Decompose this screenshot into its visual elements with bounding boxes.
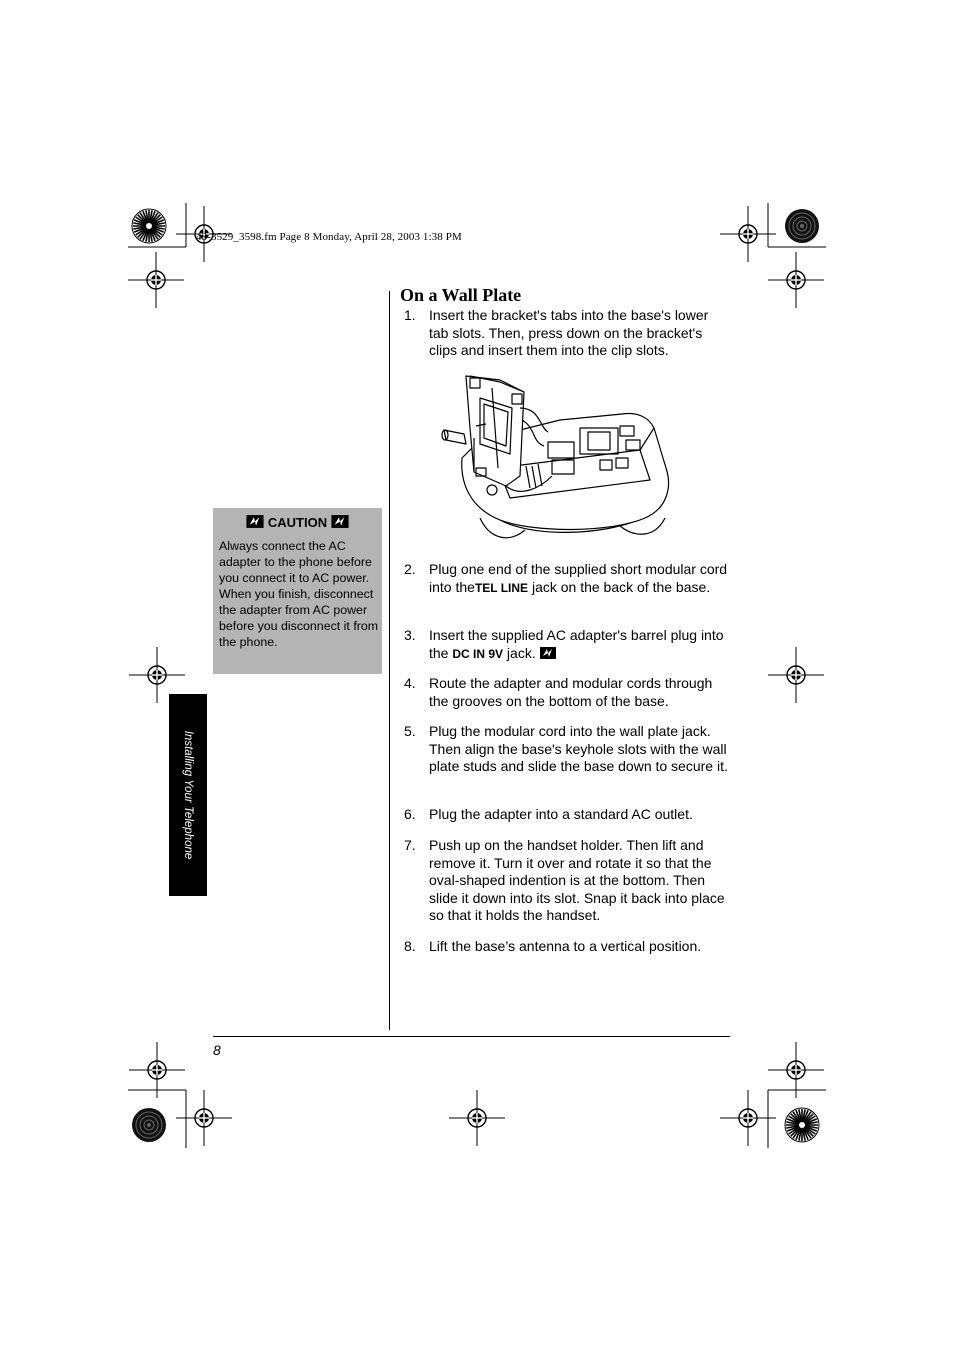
page-number: 8 [213, 1042, 221, 1058]
step-number: 3. [404, 627, 416, 643]
tel-line-label: TEL LINE [474, 580, 529, 595]
dc-in-label: DC IN 9V [452, 646, 504, 661]
step-number: 7. [404, 837, 416, 853]
step-text: Lift the base’s antenna to a vertical position. [429, 938, 702, 954]
section-title: On a Wall Plate [400, 285, 522, 305]
step-text: Plug the adapter into a standard AC outlet. [429, 806, 693, 822]
step-text: Plug the modular cord into the wall plate jack. Then align the base's keyhole slots with the wall plate studs and slide the base down to secure it. [429, 723, 728, 775]
caution-body: Always connect the AC adapter to the phone before you connect it to AC power. When you finish, disconnect the adapter from AC power before you disconnect it from the phone. [219, 539, 379, 649]
caution-spark-icon [246, 514, 264, 529]
caution-box [213, 508, 382, 674]
caution-spark-icon [540, 646, 556, 660]
step-number: 5. [404, 723, 416, 739]
chapter-side-tab-label: Installing Your Telephone [182, 730, 194, 860]
caution-spark-icon [331, 514, 349, 529]
step-text: Push up on the handset holder. Then lift and remove it. Turn it over and rotate it so that the oval-shaped indention is at the bottom. Then slide it down into its slot. Snap it back into place so that it holds the handset. [429, 837, 725, 924]
file-info-header: 43-3529_3598.fm Page 8 Monday, April 28, 2003 1:38 PM [196, 231, 462, 243]
step-text: Route the adapter and modular cords through the grooves on the bottom of the base. [429, 675, 713, 709]
step-text: Plug one end of the supplied short modular cord into theTEL LINE jack on the back of the base. [429, 561, 728, 595]
caution-heading [213, 514, 382, 530]
step-number: 4. [404, 675, 416, 691]
step-text: Insert the bracket's tabs into the base's lower tab slots. Then, press down on the bracket's clips and insert them into the clip slots. [429, 307, 709, 359]
chapter-side-tab [169, 694, 207, 896]
step-number: 2. [404, 561, 416, 577]
step-number: 8. [404, 938, 416, 954]
step-number: 1. [404, 307, 416, 323]
step-number: 6. [404, 806, 416, 822]
caution-heading-text: CAUTION [267, 515, 328, 530]
base-bracket-illustration [440, 368, 676, 544]
column-divider [389, 291, 390, 1030]
step-text: Insert the supplied AC adapter's barrel plug into the DC IN 9V jack. [429, 627, 724, 661]
footer-rule [213, 1036, 730, 1037]
